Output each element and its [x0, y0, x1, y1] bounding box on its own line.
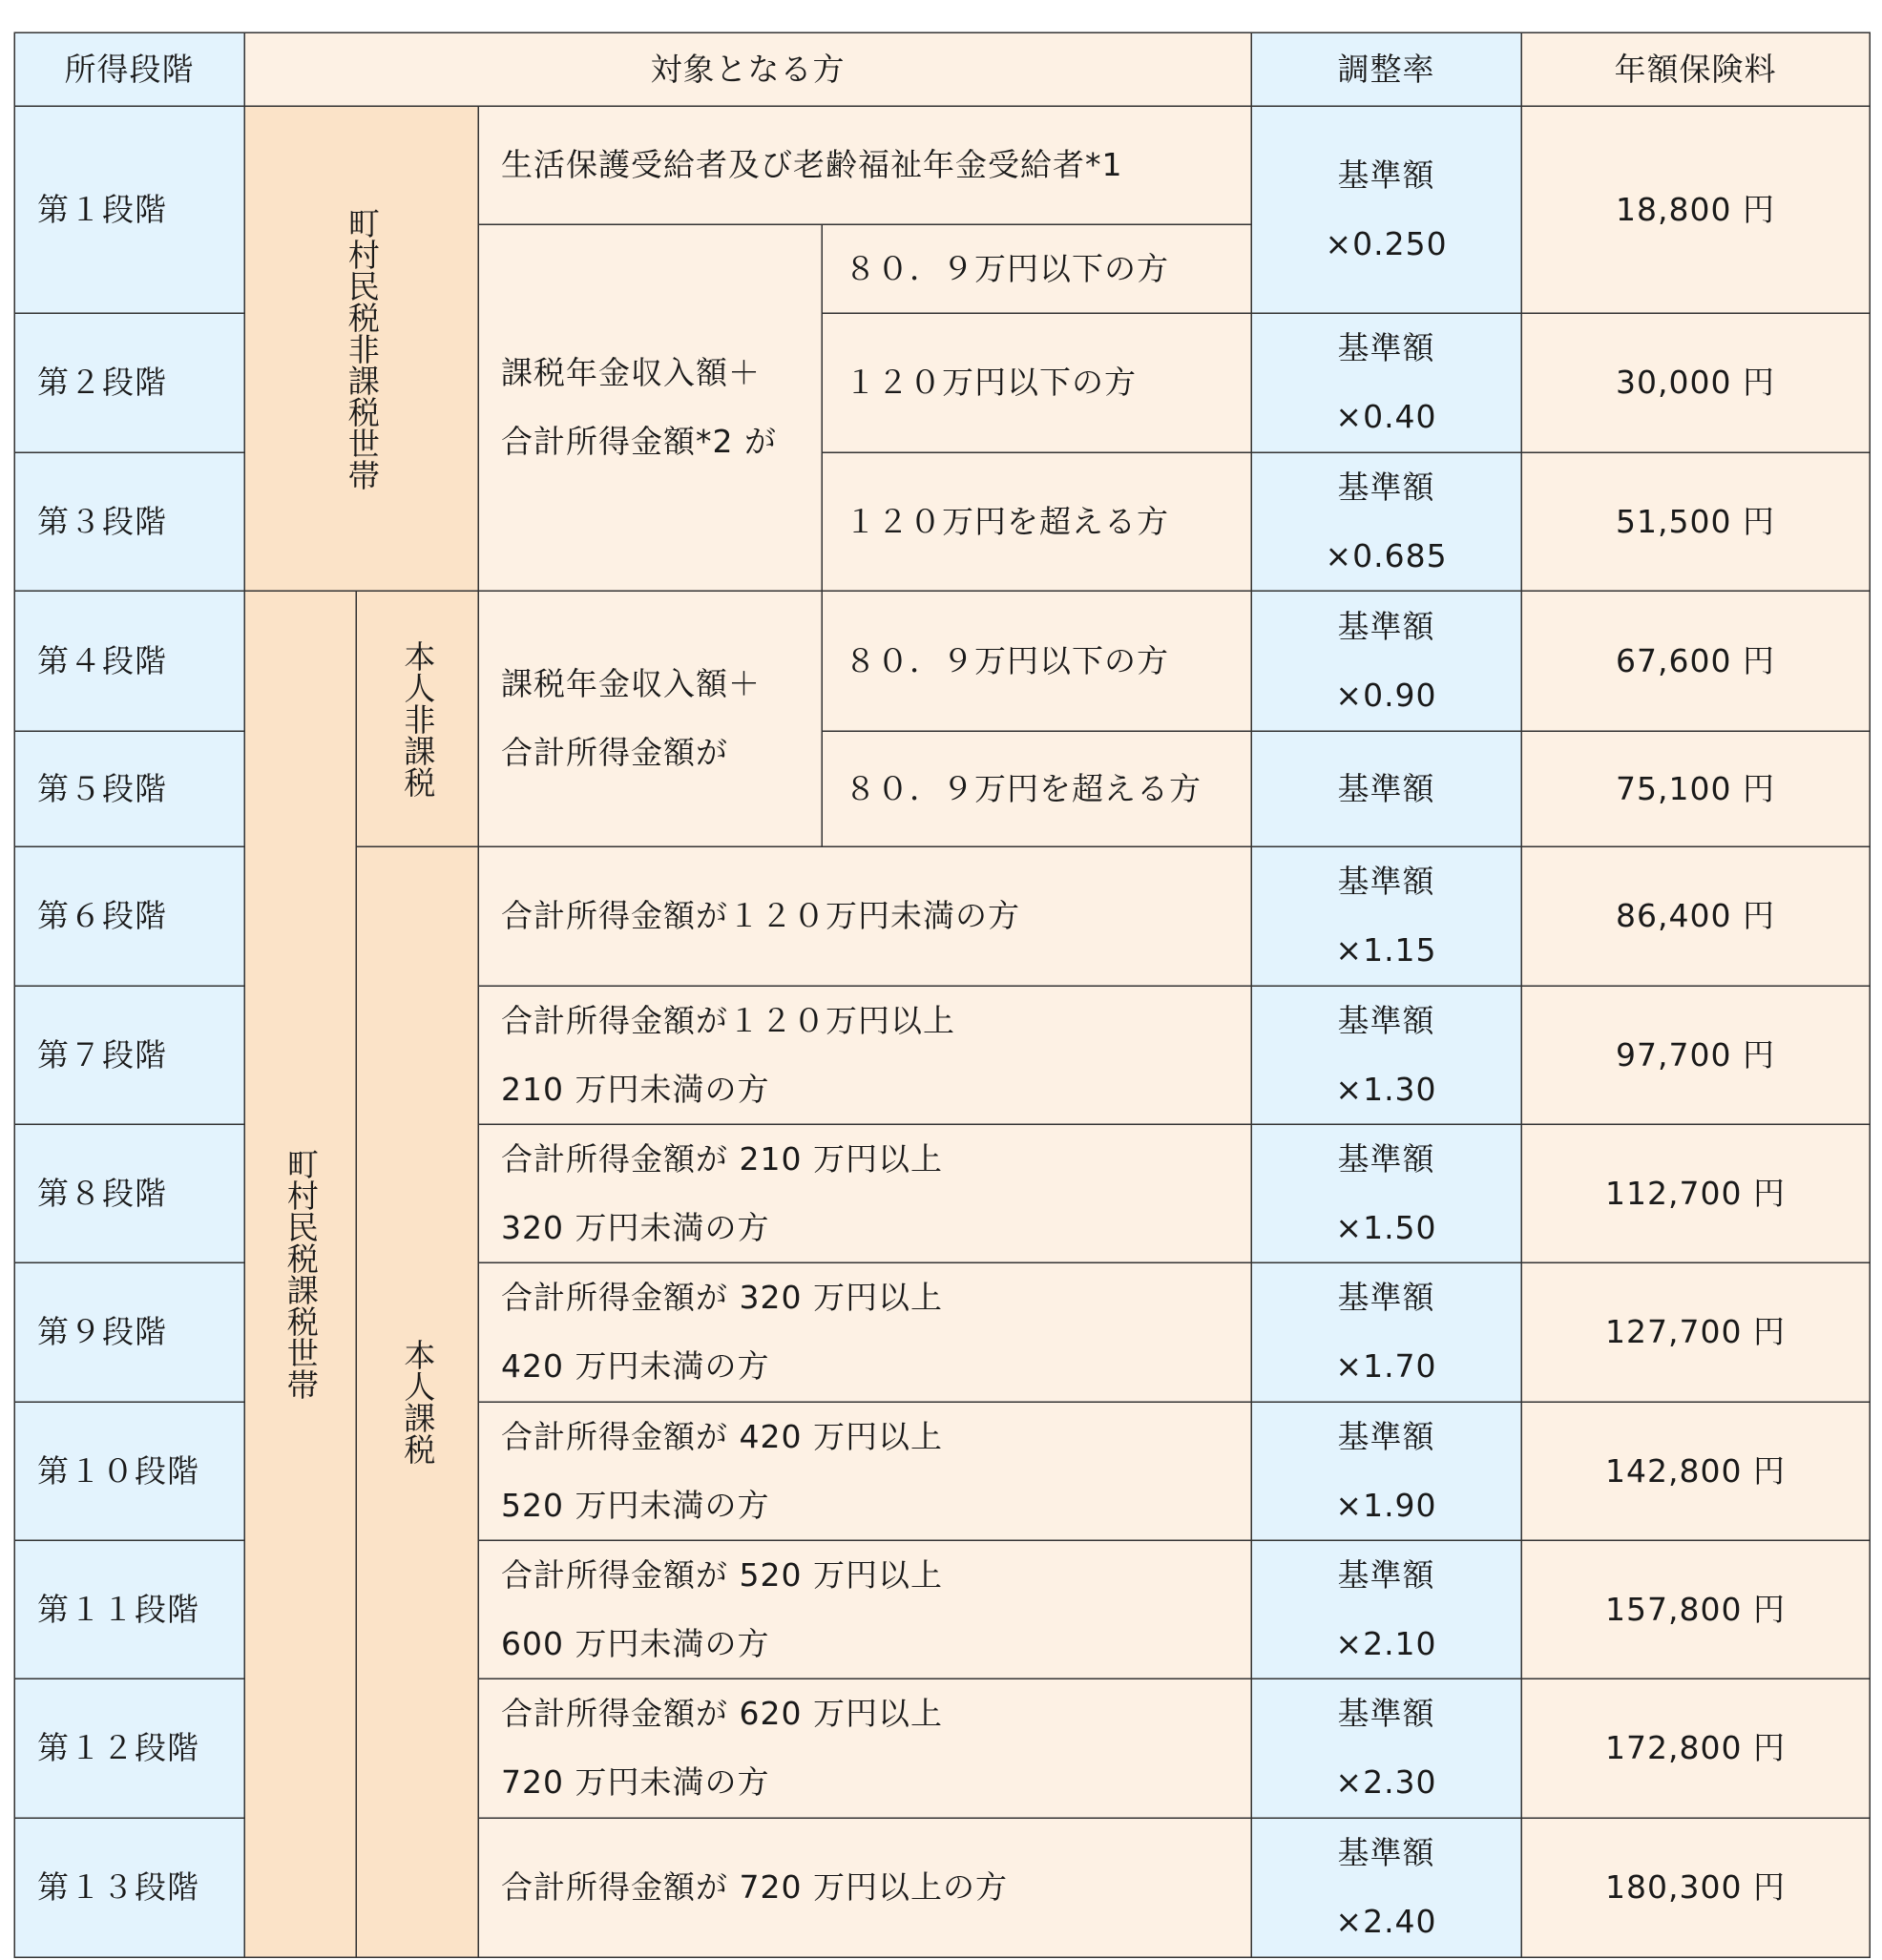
condition-stage-4: ８０．９万円以下の方 [822, 591, 1251, 731]
premium-stage-9: 127,700 円 [1521, 1262, 1870, 1402]
header-target: 対象となる方 [244, 32, 1251, 106]
stage-6: 第６段階 [14, 846, 244, 986]
stage-10: 第１０段階 [14, 1402, 244, 1540]
premium-stage-6: 86,400 円 [1521, 846, 1870, 986]
rate-stage-1: 基準額 ×0.250 [1251, 106, 1521, 313]
premium-stage-4: 67,600 円 [1521, 591, 1870, 731]
rate-stage-3: 基準額 ×0.685 [1251, 452, 1521, 591]
premium-stage-13: 180,300 円 [1521, 1818, 1870, 1957]
condition-stage-3: １２０万円を超える方 [822, 452, 1251, 591]
condition-stage-12: 合計所得金額が 620 万円以上 720 万円未満の方 [478, 1679, 1251, 1818]
rate-stage-5: 基準額 [1251, 731, 1521, 846]
stage-3: 第３段階 [14, 452, 244, 591]
rate-stage-8: 基準額 ×1.50 [1251, 1124, 1521, 1262]
premium-stage-7: 97,700 円 [1521, 986, 1870, 1124]
condition-stage-7: 合計所得金額が１２０万円以上 210 万円未満の方 [478, 986, 1251, 1124]
rate-stage-10: 基準額 ×1.90 [1251, 1402, 1521, 1540]
condition-stage-8: 合計所得金額が 210 万円以上 320 万円未満の方 [478, 1124, 1251, 1262]
rate-stage-4: 基準額 ×0.90 [1251, 591, 1521, 731]
condition-stage-13: 合計所得金額が 720 万円以上の方 [478, 1818, 1251, 1957]
rate-stage-12: 基準額 ×2.30 [1251, 1679, 1521, 1818]
condition-stage-5: ８０．９万円を超える方 [822, 731, 1251, 846]
premium-stage-2: 30,000 円 [1521, 313, 1870, 452]
premium-stage-10: 142,800 円 [1521, 1402, 1870, 1540]
stage-13: 第１３段階 [14, 1818, 244, 1957]
condition-stage-1: ８０．９万円以下の方 [822, 224, 1251, 313]
header-premium: 年額保険料 [1521, 32, 1870, 106]
stage-7: 第７段階 [14, 986, 244, 1124]
group-nontax-household: 町村民税非課税世帯 [244, 106, 478, 591]
premium-stage-8: 112,700 円 [1521, 1124, 1870, 1262]
group-self-tax: 本人課税 [356, 846, 478, 1957]
stage-5: 第５段階 [14, 731, 244, 846]
rate-stage-2: 基準額 ×0.40 [1251, 313, 1521, 452]
premium-stage-12: 172,800 円 [1521, 1679, 1870, 1818]
condition-welfare: 生活保護受給者及び老齢福祉年金受給者*1 [478, 106, 1251, 224]
stage-11: 第１１段階 [14, 1540, 244, 1679]
condition-stage-11: 合計所得金額が 520 万円以上 600 万円未満の方 [478, 1540, 1251, 1679]
condition-stage-6: 合計所得金額が１２０万円未満の方 [478, 846, 1251, 986]
group-tax-household: 町村民税課税世帯 [244, 591, 356, 1957]
condition-stage-2: １２０万円以下の方 [822, 313, 1251, 452]
premium-stage-11: 157,800 円 [1521, 1540, 1870, 1679]
condition-stage-10: 合計所得金額が 420 万円以上 520 万円未満の方 [478, 1402, 1251, 1540]
rate-stage-7: 基準額 ×1.30 [1251, 986, 1521, 1124]
stage-9: 第９段階 [14, 1262, 244, 1402]
group-self-nontax: 本人非課税 [356, 591, 478, 846]
stage-8: 第８段階 [14, 1124, 244, 1262]
stage-1: 第１段階 [14, 106, 244, 313]
condition-stage-9: 合計所得金額が 320 万円以上 420 万円未満の方 [478, 1262, 1251, 1402]
header-stage: 所得段階 [14, 32, 244, 106]
rate-stage-13: 基準額 ×2.40 [1251, 1818, 1521, 1957]
stage-12: 第１２段階 [14, 1679, 244, 1818]
header-rate: 調整率 [1251, 32, 1521, 106]
premium-stage-5: 75,100 円 [1521, 731, 1870, 846]
condition-sum-a: 課税年金収入額＋ 合計所得金額*2 が [478, 224, 822, 591]
rate-stage-9: 基準額 ×1.70 [1251, 1262, 1521, 1402]
rate-stage-6: 基準額 ×1.15 [1251, 846, 1521, 986]
condition-sum-b: 課税年金収入額＋ 合計所得金額が [478, 591, 822, 846]
stage-2: 第２段階 [14, 313, 244, 452]
stage-4: 第４段階 [14, 591, 244, 731]
premium-stage-3: 51,500 円 [1521, 452, 1870, 591]
premium-stage-1: 18,800 円 [1521, 106, 1870, 313]
rate-stage-11: 基準額 ×2.10 [1251, 1540, 1521, 1679]
